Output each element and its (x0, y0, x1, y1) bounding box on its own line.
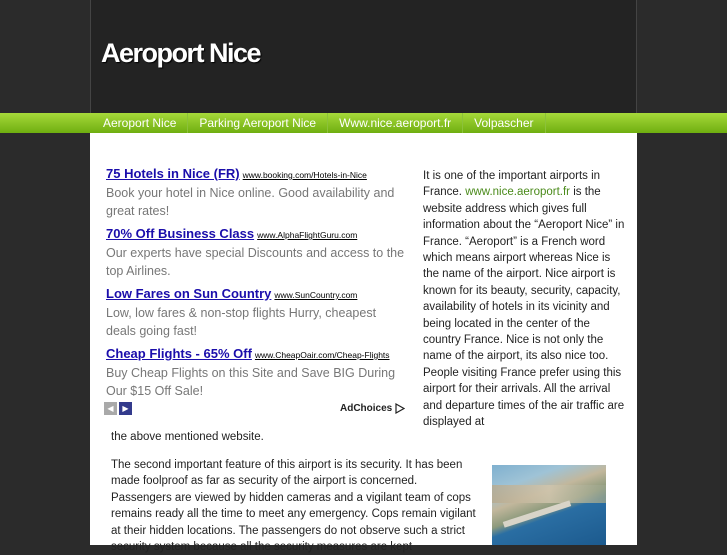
ad-title-link[interactable]: 75 Hotels in Nice (FR) (106, 166, 240, 181)
ad-description: Book your hotel in Nice online. Good availability and great rates! (106, 186, 395, 218)
header (90, 0, 637, 113)
photo-city (492, 485, 606, 503)
site-title[interactable]: Aeroport Nice (101, 38, 261, 68)
nav-item-parking[interactable]: Parking Aeroport Nice (188, 113, 328, 133)
adchoices-icon (395, 403, 405, 414)
chevron-right-icon: ▶ (122, 404, 129, 413)
nav-item-volpascher[interactable]: Volpascher (463, 113, 545, 133)
article-text: is the website address which gives full information about the “Aeroport Nice” in France. “Aeroport” is a French word which means airport whereas Nice is the name of the airport. Nice airport is known for its beauty, security, capacity, availability of hotels in its vicinity and being located in the center of the country France. Nice is not only the name of the airport, its also nice too. People visiting France prefer using this airport for their arrivals. All the arrival and departure times of the air traffic are displayed at (423, 186, 625, 429)
adchoices-link[interactable] (340, 403, 405, 414)
main-content (90, 133, 637, 554)
website-link[interactable]: www.nice.aeroport.fr (465, 186, 571, 199)
ad-url-link[interactable]: www.SunCountry.com (274, 290, 358, 300)
photo-runway (503, 500, 571, 527)
right-background (637, 0, 727, 545)
nav-item-aeroport-nice[interactable]: Aeroport Nice (92, 113, 188, 133)
ad-title-link[interactable]: Low Fares on Sun Country (106, 286, 272, 301)
ad-next-button[interactable] (119, 402, 132, 415)
main-nav (92, 113, 546, 133)
airport-aerial-photo (492, 465, 606, 545)
article-paragraph-1-continued: the above mentioned website. (111, 431, 264, 443)
ad-description: Buy Cheap Flights on this Site and Save BIG During Our $15 Off Sale! (106, 366, 396, 398)
ad-item (106, 225, 406, 280)
adchoices-label: AdChoices (340, 403, 393, 414)
ad-item (106, 345, 406, 400)
ad-title-link[interactable]: Cheap Flights - 65% Off (106, 346, 252, 361)
ad-url-link[interactable]: www.AlphaFlightGuru.com (257, 230, 358, 240)
ad-title-link[interactable]: 70% Off Business Class (106, 226, 255, 241)
ad-item (106, 285, 406, 340)
ad-navigation (104, 402, 132, 415)
ad-prev-button[interactable] (104, 402, 117, 415)
article-paragraph-1 (423, 168, 626, 431)
ad-description: Our experts have special Discounts and access to the top Airlines. (106, 246, 405, 278)
ad-block (106, 165, 406, 405)
ad-url-link[interactable]: www.booking.com/Hotels-in-Nice (242, 170, 367, 180)
ad-item (106, 165, 406, 220)
article-paragraph-2: The second important feature of this airport is its security. It has been made foolproof as far as security of the airport is concerned. Passengers are viewed by hidden cameras and a vigilant team of cops remains ready all the time to meet any emergency. Cops remain vigilant at their hidden locations. The passengers do not observe such a strict security system because all the security measures are kept (111, 459, 476, 554)
ad-description: Low, low fares & non-stop flights Hurry, cheapest deals going fast! (106, 306, 377, 338)
left-background (0, 0, 90, 545)
chevron-left-icon: ◀ (107, 404, 114, 413)
ad-url-link[interactable]: www.CheapOair.com/Cheap-Flights (254, 350, 390, 360)
article-text: It is one of the important airports in France. (423, 170, 601, 199)
nav-item-website[interactable]: Www.nice.aeroport.fr (328, 113, 463, 133)
